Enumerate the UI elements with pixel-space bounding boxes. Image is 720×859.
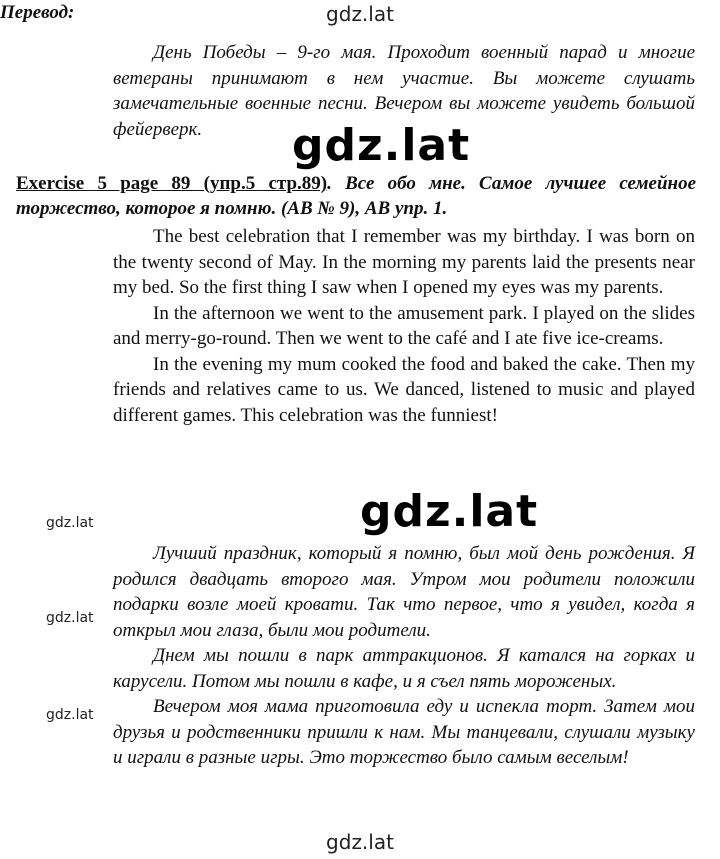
english-paragraph-1: The best celebration that I remember was my birthday. I was born on the twenty second of May. In the morning my parents laid the presents near my bed. So the first thing I saw when I opened my eyes was my parents. bbox=[113, 226, 695, 298]
exercise-reference: Exercise 5 page 89 (упр.5 стр.89) bbox=[16, 173, 328, 194]
exercise-title-ru: Все обо мне. Самое лучшее семейное торжество, которое я помню. (АВ № 9), АВ упр. 1. bbox=[16, 173, 697, 219]
english-text bbox=[113, 224, 695, 428]
english-paragraph-2: In the afternoon we went to the amusement park. I played on the slides and merry-go-round. Then we went to the café and I ate five ice-creams. bbox=[113, 302, 695, 349]
english-paragraph-3: In the evening my mum cooked the food and baked the cake. Then my friends and relatives came to us. We danced, listened to music and played different games. This celebration was the funniest! bbox=[113, 353, 695, 426]
exercise-dot: . bbox=[327, 173, 332, 194]
watermark-side-1: gdz.lat bbox=[46, 515, 94, 531]
exercise-heading bbox=[16, 171, 696, 221]
translation-text bbox=[113, 541, 695, 771]
watermark-side-2: gdz.lat bbox=[46, 610, 94, 626]
watermark-large-1: gdz.lat bbox=[292, 120, 471, 171]
watermark-bottom: gdz.lat bbox=[326, 830, 394, 854]
watermark-large-2: gdz.lat bbox=[360, 486, 539, 537]
intro-paragraph: День Победы – 9-го мая. Проходит военный парад и многие ветераны принимают в нем участие. Вы можете слушать замечательные военные песни. Вечером вы можете увидеть большой фейерверк. bbox=[113, 42, 695, 140]
translation-paragraph-2: Днем мы пошли в парк аттракционов. Я катался на горках и карусели. Потом мы пошли в кафе, и я съел пять мороженых. bbox=[113, 645, 695, 692]
translation-paragraph-1: Лучший праздник, который я помню, был мой день рождения. Я родился двадцать второго мая. Утром мои родители положили подарки возле моей кровати. Так что первое, что я увидел, когда я открыл мои глаза, были мои родители. bbox=[113, 543, 695, 641]
translation-paragraph-3: Вечером моя мама приготовила еду и испекла торт. Затем мои друзья и родственники пришли к нам. Мы танцевали, слушали музыку и играли в разные игры. Это торжество было самым веселым! bbox=[113, 696, 695, 768]
translation-title: Перевод: bbox=[0, 2, 75, 23]
watermark-top: gdz.lat bbox=[326, 2, 394, 26]
watermark-side-3: gdz.lat bbox=[46, 707, 94, 723]
